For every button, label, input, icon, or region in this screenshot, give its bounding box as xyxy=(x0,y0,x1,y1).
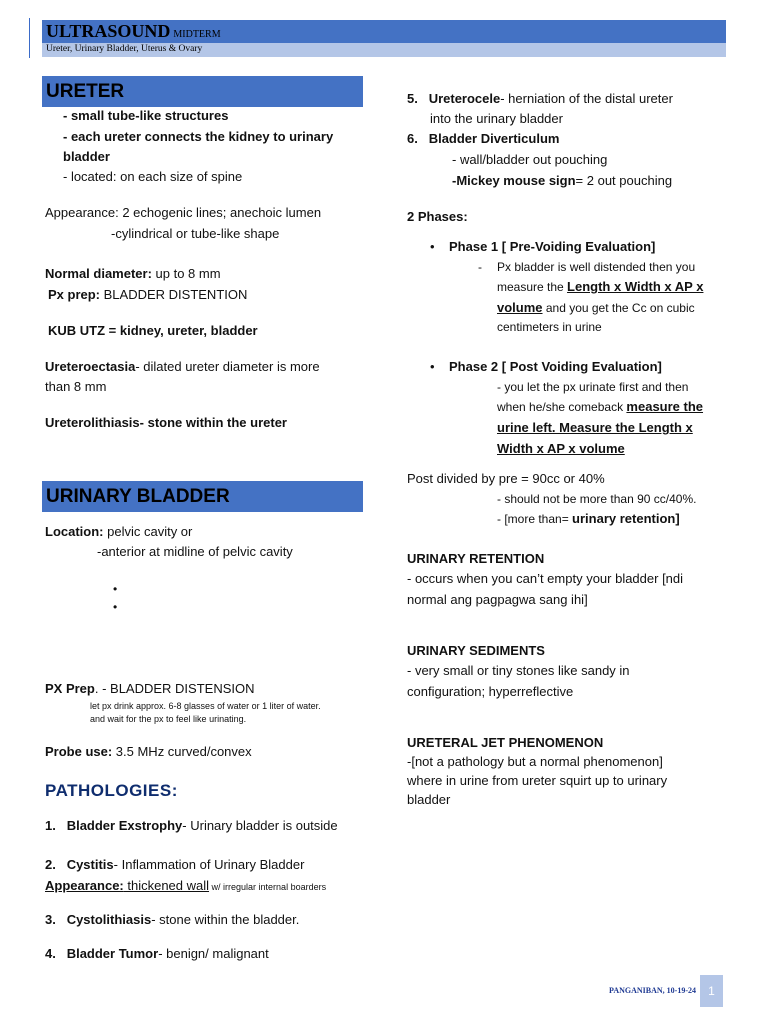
footer-author: PANGANIBAN, 10-19-24 xyxy=(609,986,696,995)
phases-heading: 2 Phases: xyxy=(407,209,468,224)
pathology-item-1: 1. Bladder Exstrophy- Urinary bladder is outside xyxy=(45,818,338,833)
pathology-item-2: 2. Cystitis- Inflammation of Urinary Bladder xyxy=(45,857,305,872)
bladder-probe: Probe use: 3.5 MHz curved/convex xyxy=(45,744,252,759)
phase-1-title: • Phase 1 [ Pre-Voiding Evaluation] xyxy=(430,239,656,254)
ureterolithiasis: Ureterolithiasis- stone within the ureter xyxy=(45,415,287,430)
ureter-bullet-1: - small tube-like structures xyxy=(63,108,229,123)
retention-heading: URINARY RETENTION xyxy=(407,551,545,566)
ureter-heading: URETER xyxy=(42,76,363,107)
document-subtitle: Ureter, Urinary Bladder, Uterus & Ovary xyxy=(46,44,203,54)
sediments-line-1: - very small or tiny stones like sandy in xyxy=(407,663,630,678)
retention-line-2: normal ang pagpagwa sang ihi] xyxy=(407,592,588,607)
ureter-normal-diameter: Normal diameter: up to 8 mm xyxy=(45,266,221,281)
ureter-located: - located: on each size of spine xyxy=(63,169,243,184)
ureter-kub: KUB UTZ = kidney, ureter, bladder xyxy=(48,323,258,338)
diverticulum-2: -Mickey mouse sign= 2 out pouching xyxy=(452,173,673,188)
ureter-px-prep: Px prep: BLADDER DISTENTION xyxy=(48,287,248,302)
phase-2-title: • Phase 2 [ Post Voiding Evaluation] xyxy=(430,359,662,374)
jet-line-3: bladder xyxy=(407,792,451,807)
margin-line xyxy=(29,18,30,58)
pathology-item-6: 6. Bladder Diverticulum xyxy=(407,131,560,146)
jet-line-2: where in urine from ureter squirt up to urinary xyxy=(407,773,668,788)
bladder-heading: URINARY BLADDER xyxy=(42,481,363,512)
ureteroectasia-2: than 8 mm xyxy=(45,379,107,394)
bladder-px-note-1: let px drink approx. 6-8 glasses of water or 1 liter of water. xyxy=(90,701,321,711)
post-pre-ratio: Post divided by pre = 90cc or 40% xyxy=(407,471,605,486)
empty-bullet-1: • xyxy=(113,582,118,596)
post-pre-ratio-3: - [more than= urinary retention] xyxy=(497,511,680,526)
ureterocele-line-2: into the urinary bladder xyxy=(430,111,563,126)
jet-heading: URETERAL JET PHENOMENON xyxy=(407,735,604,750)
phase-1-line-4: centimeters in urine xyxy=(497,320,602,334)
pathologies-heading: PATHOLOGIES: xyxy=(45,781,178,800)
phase-1-dash: - xyxy=(478,260,482,274)
phase-1-line-2: measure the Length x Width x AP x xyxy=(497,279,704,294)
jet-line-1: -[not a pathology but a normal phenomenon] xyxy=(407,754,663,769)
phase-2-line-2: when he/she comeback measure the xyxy=(497,399,704,414)
phase-1-line-3: volume and you get the Cc on cubic xyxy=(497,300,695,315)
phase-2-line-3: urine left. Measure the Length x xyxy=(497,420,693,435)
document-title: ULTRASOUND MIDTERM xyxy=(46,21,221,41)
pathology-item-3: 3. Cystolithiasis- stone within the bladder. xyxy=(45,912,300,927)
page-number: 1 xyxy=(700,975,723,1007)
cystitis-appearance: Appearance: thickened wall w/ irregular internal boarders xyxy=(45,878,327,893)
bladder-location-2: -anterior at midline of pelvic cavity xyxy=(97,544,293,559)
empty-bullet-2: • xyxy=(113,600,118,614)
ureter-appearance: Appearance: 2 echogenic lines; anechoic lumen xyxy=(45,205,322,220)
sediments-line-2: configuration; hyperreflective xyxy=(407,684,574,699)
bladder-location: Location: pelvic cavity or xyxy=(45,524,193,539)
post-pre-ratio-2: - should not be more than 90 cc/40%. xyxy=(497,492,697,506)
phase-2-line-4: Width x AP x volume xyxy=(497,441,625,456)
pathology-item-4: 4. Bladder Tumor- benign/ malignant xyxy=(45,946,269,961)
sediments-heading: URINARY SEDIMENTS xyxy=(407,643,545,658)
ureter-bullet-2b: bladder xyxy=(63,149,110,164)
bladder-px-note-2: and wait for the px to feel like urinating. xyxy=(90,714,247,724)
diverticulum-1: - wall/bladder out pouching xyxy=(452,152,608,167)
bladder-px-prep: PX Prep. - BLADDER DISTENSION xyxy=(45,681,255,696)
ureteroectasia: Ureteroectasia- dilated ureter diameter is more xyxy=(45,359,320,374)
phase-1-line-1: Px bladder is well distended then you xyxy=(497,260,696,274)
ureter-appearance-2: -cylindrical or tube-like shape xyxy=(111,226,280,241)
retention-line-1: - occurs when you can’t empty your bladder [ndi xyxy=(407,571,684,586)
phase-2-line-1: - you let the px urinate first and then xyxy=(497,380,689,394)
ureter-bullet-2: - each ureter connects the kidney to urinary xyxy=(63,129,334,144)
pathology-item-5: 5. Ureterocele- herniation of the distal ureter xyxy=(407,91,673,106)
